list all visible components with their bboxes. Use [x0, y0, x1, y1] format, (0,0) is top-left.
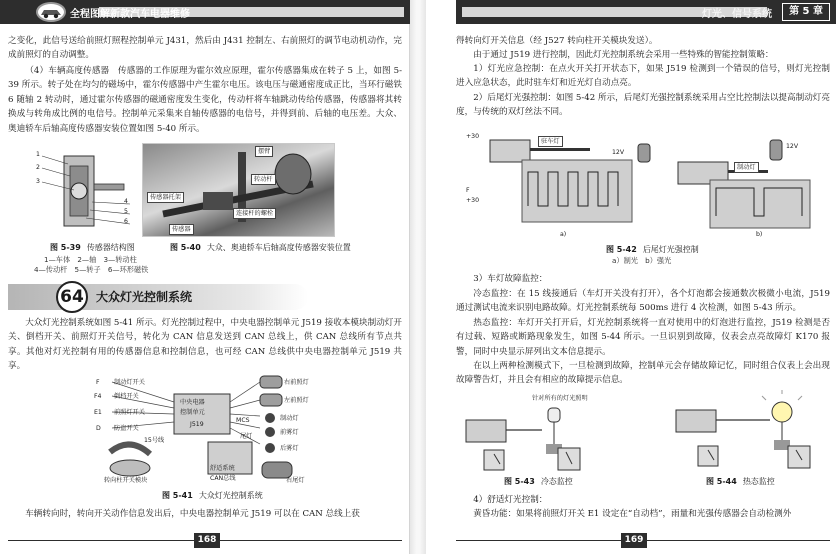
- header-title: 灯光、信号系统: [702, 9, 772, 20]
- paragraph: 4）舒适灯光控制：: [473, 495, 548, 505]
- caption-number: 图 5-42: [606, 245, 637, 254]
- paragraph: 1）灯光应急控制：在点火开关打开状态下，如果 J519 检测到一个错误的信号，则灯光控制进入应急状态，此时驻车灯和近光灯自动点亮。: [456, 64, 830, 89]
- brake-light-label: 制动灯: [734, 162, 759, 173]
- label-bracket: 传感器托架: [147, 192, 184, 203]
- part-number: 1: [36, 151, 40, 158]
- paragraph: 3）车灯故障监控：: [473, 274, 548, 284]
- input-label: 倒档开关: [114, 393, 139, 400]
- chapter-tab: 第 5 章: [782, 3, 830, 21]
- label-sensor: 传感器: [169, 224, 194, 235]
- input-tag: F: [96, 379, 100, 386]
- caption-number: 图 5-41: [162, 491, 193, 500]
- label-arm: 摆臂: [255, 146, 273, 157]
- figure-legend: 1—车体 2—轴 3—转动柱: [44, 255, 137, 264]
- figure-caption: [706, 476, 775, 487]
- f-label: F: [466, 187, 470, 194]
- sub-label: b): [756, 231, 763, 238]
- turn-module-label: 转向柱开关模块: [104, 477, 148, 484]
- section-number: 64: [56, 281, 88, 313]
- figure-caption: [50, 242, 135, 253]
- input-label: 前照灯开关: [114, 409, 145, 416]
- car-logo-icon: [36, 2, 66, 22]
- caption-number: 图 5-40: [170, 243, 201, 252]
- output-label: 左前照灯: [284, 397, 309, 404]
- page-number: 168: [194, 533, 220, 548]
- paragraph: 得转向灯开关信息（经 J527 转向柱开关模块发送）。: [456, 36, 658, 46]
- caption-number: 图 5-39: [50, 243, 81, 252]
- can-label: CAN总线: [210, 475, 236, 482]
- caption-text: 热态监控: [742, 477, 775, 486]
- figure-top-label: 针对所有的灯光照明: [532, 395, 588, 402]
- tail-light-label: 驻车灯: [538, 136, 563, 147]
- caption-number: 图 5-44: [706, 477, 737, 486]
- output-label: 制动灯: [280, 415, 299, 422]
- figure-caption: [606, 244, 699, 255]
- part-number: 6: [124, 218, 128, 225]
- figure-caption: [162, 490, 263, 501]
- hot-monitoring-figure: [670, 390, 830, 474]
- output-label: 前雾灯: [280, 429, 299, 436]
- part-number: 2: [36, 164, 40, 171]
- left-header: [0, 0, 410, 24]
- j519-tag: J519: [190, 421, 204, 428]
- right-header: [456, 0, 836, 24]
- right-tail-label: 右尾灯: [286, 477, 305, 484]
- lighting-system-diagram: [90, 372, 320, 486]
- paragraph: 车辆转向时，转向开关动作信息发出后，中央电器控制单元 J519 可以在 CAN 总线上获: [25, 509, 360, 519]
- voltage-label: +30: [466, 197, 480, 204]
- caption-text: 传感器结构图: [86, 243, 135, 252]
- figure-legend: 4—传动杆 5—转子 6—环形磁铁: [34, 265, 149, 274]
- input-tag: F4: [94, 393, 102, 400]
- caption-text: 冷态监控: [540, 477, 573, 486]
- voltage-label: 12V: [786, 143, 799, 150]
- caption-number: 图 5-43: [504, 477, 535, 486]
- paragraph: 冷态监控：在 15 线接通后（车灯开关没有打开），各个灯泡都会接通数次极微小电流，J519 通过测试电流来识别电路故障。灯光控制系统每 500ms 进行 4 次检测，如图 5-43 所示。: [456, 289, 830, 314]
- right-page: [426, 0, 836, 554]
- input-label: 防盗开关: [114, 425, 139, 432]
- paragraph: （4）车辆高度传感器 传感器的工作原理为霍尔效应原理，霍尔传感器集成在转子 5 上，如图 5-39 所示。转子处在均匀的磁场中，霍尔传感器中产生霍尔电压。该电压与磁通密度成正比，当环行磁铁 6 随轴 2 转动时，通过霍尔传感器的磁通密度发生变化，传动杆将车轴跳动传给传感器，传感器将其转换成与转角成比例的电信号。控制单元采集来自轴传感器的电信号，并得到前、后轴的电压差。大众、奥迪轿车后轴高度传感器安装位置如图 5-40 所示。: [8, 66, 402, 134]
- paragraph: 黄昏功能：如果将前照灯开关 E1 设定在“自动档”，雨量和光强传感器会自动检测外: [473, 509, 792, 519]
- paragraph: 2）后尾灯光强控制：如图 5-42 所示，后尾灯光强控制系统采用占空比控制法以提高制动灯亮度，与传统的双灯丝法不同。: [456, 93, 830, 118]
- output-label: 尾灯: [240, 433, 253, 440]
- sensor-structure-figure: [34, 146, 132, 238]
- figure-subcaption: a）制光 b）强光: [612, 256, 672, 265]
- sub-label: a): [560, 231, 567, 238]
- page-number: 169: [621, 533, 647, 548]
- can-label: 舒适系统: [210, 465, 235, 472]
- sensor-install-photo: [142, 143, 335, 237]
- figure-caption: [170, 242, 351, 253]
- label-bolt: 连接杆的螺栓: [233, 208, 276, 219]
- section-title: 大众灯光控制系统: [96, 290, 193, 304]
- voltage-label: 12V: [612, 149, 625, 156]
- voltage-label: +30: [466, 133, 480, 140]
- cold-monitoring-figure: [462, 390, 658, 474]
- header-title: 全程图解新款汽车电器维修: [70, 9, 190, 20]
- page-gutter: [410, 0, 426, 554]
- mcs-label: MCS: [236, 417, 250, 424]
- paragraph: 之变化，此信号送给前照灯照程控制单元 J431，然后由 J431 控制左、右前照灯的调节电动机动作，完成前照灯的自动调整。: [8, 36, 402, 61]
- output-label: 后雾灯: [280, 445, 299, 452]
- paragraph: 热态监控：车灯开关打开后，灯光控制系统将一直对使用中的灯泡进行监控，J519 检测是否有过载、短路或断路现象发生，如图 5-44 所示。一旦识别到故障，仪表会点亮故障灯 K170 报警，同时中央显示屏列出文本信息提示。: [456, 318, 830, 357]
- caption-text: 大众、奥迪轿车后轴高度传感器安装位置: [206, 243, 351, 252]
- tail-light-control-figure: [464, 126, 828, 238]
- left-page: [0, 0, 410, 554]
- paragraph: 由于通过 J519 进行控制，因此灯光控制系统会采用一些特殊的智能控制策略：: [473, 50, 774, 60]
- part-number: 4: [124, 198, 128, 205]
- j519-label: 控制单元: [180, 409, 205, 416]
- input-label: 制动灯开关: [114, 379, 145, 386]
- figure-caption: [504, 476, 573, 487]
- input-tag: D: [96, 425, 101, 432]
- j519-label: 中央电器: [180, 399, 205, 406]
- part-number: 5: [124, 208, 128, 215]
- part-number: 3: [36, 178, 40, 185]
- caption-text: 后尾灯光强控制: [642, 245, 699, 254]
- caption-text: 大众灯光控制系统: [198, 491, 263, 500]
- input-tag: E1: [94, 409, 102, 416]
- label-link: 转动杆: [251, 174, 276, 185]
- signal-label: 15号线: [144, 437, 165, 444]
- paragraph: 在以上两种检测模式下，一旦检测到故障，控制单元会存储故障记忆，同时组合仪表上会出现故障警告灯，并且会有相应的故障提示信息。: [456, 361, 830, 386]
- output-label: 右前照灯: [284, 379, 309, 386]
- paragraph: 大众灯光控制系统如图 5-41 所示。灯光控制过程中，中央电器控制单元 J519 接收本模块制动灯开关、倒档开关、前照灯开关信号，转化为 CAN 信息发送到 CAN 总线上，供 CAN 总线所有节点共享。其他对灯光控制有用的传感器信息和控制信息，也可经 CAN 总线供中央电器控制单元 J519 共享。: [8, 318, 402, 372]
